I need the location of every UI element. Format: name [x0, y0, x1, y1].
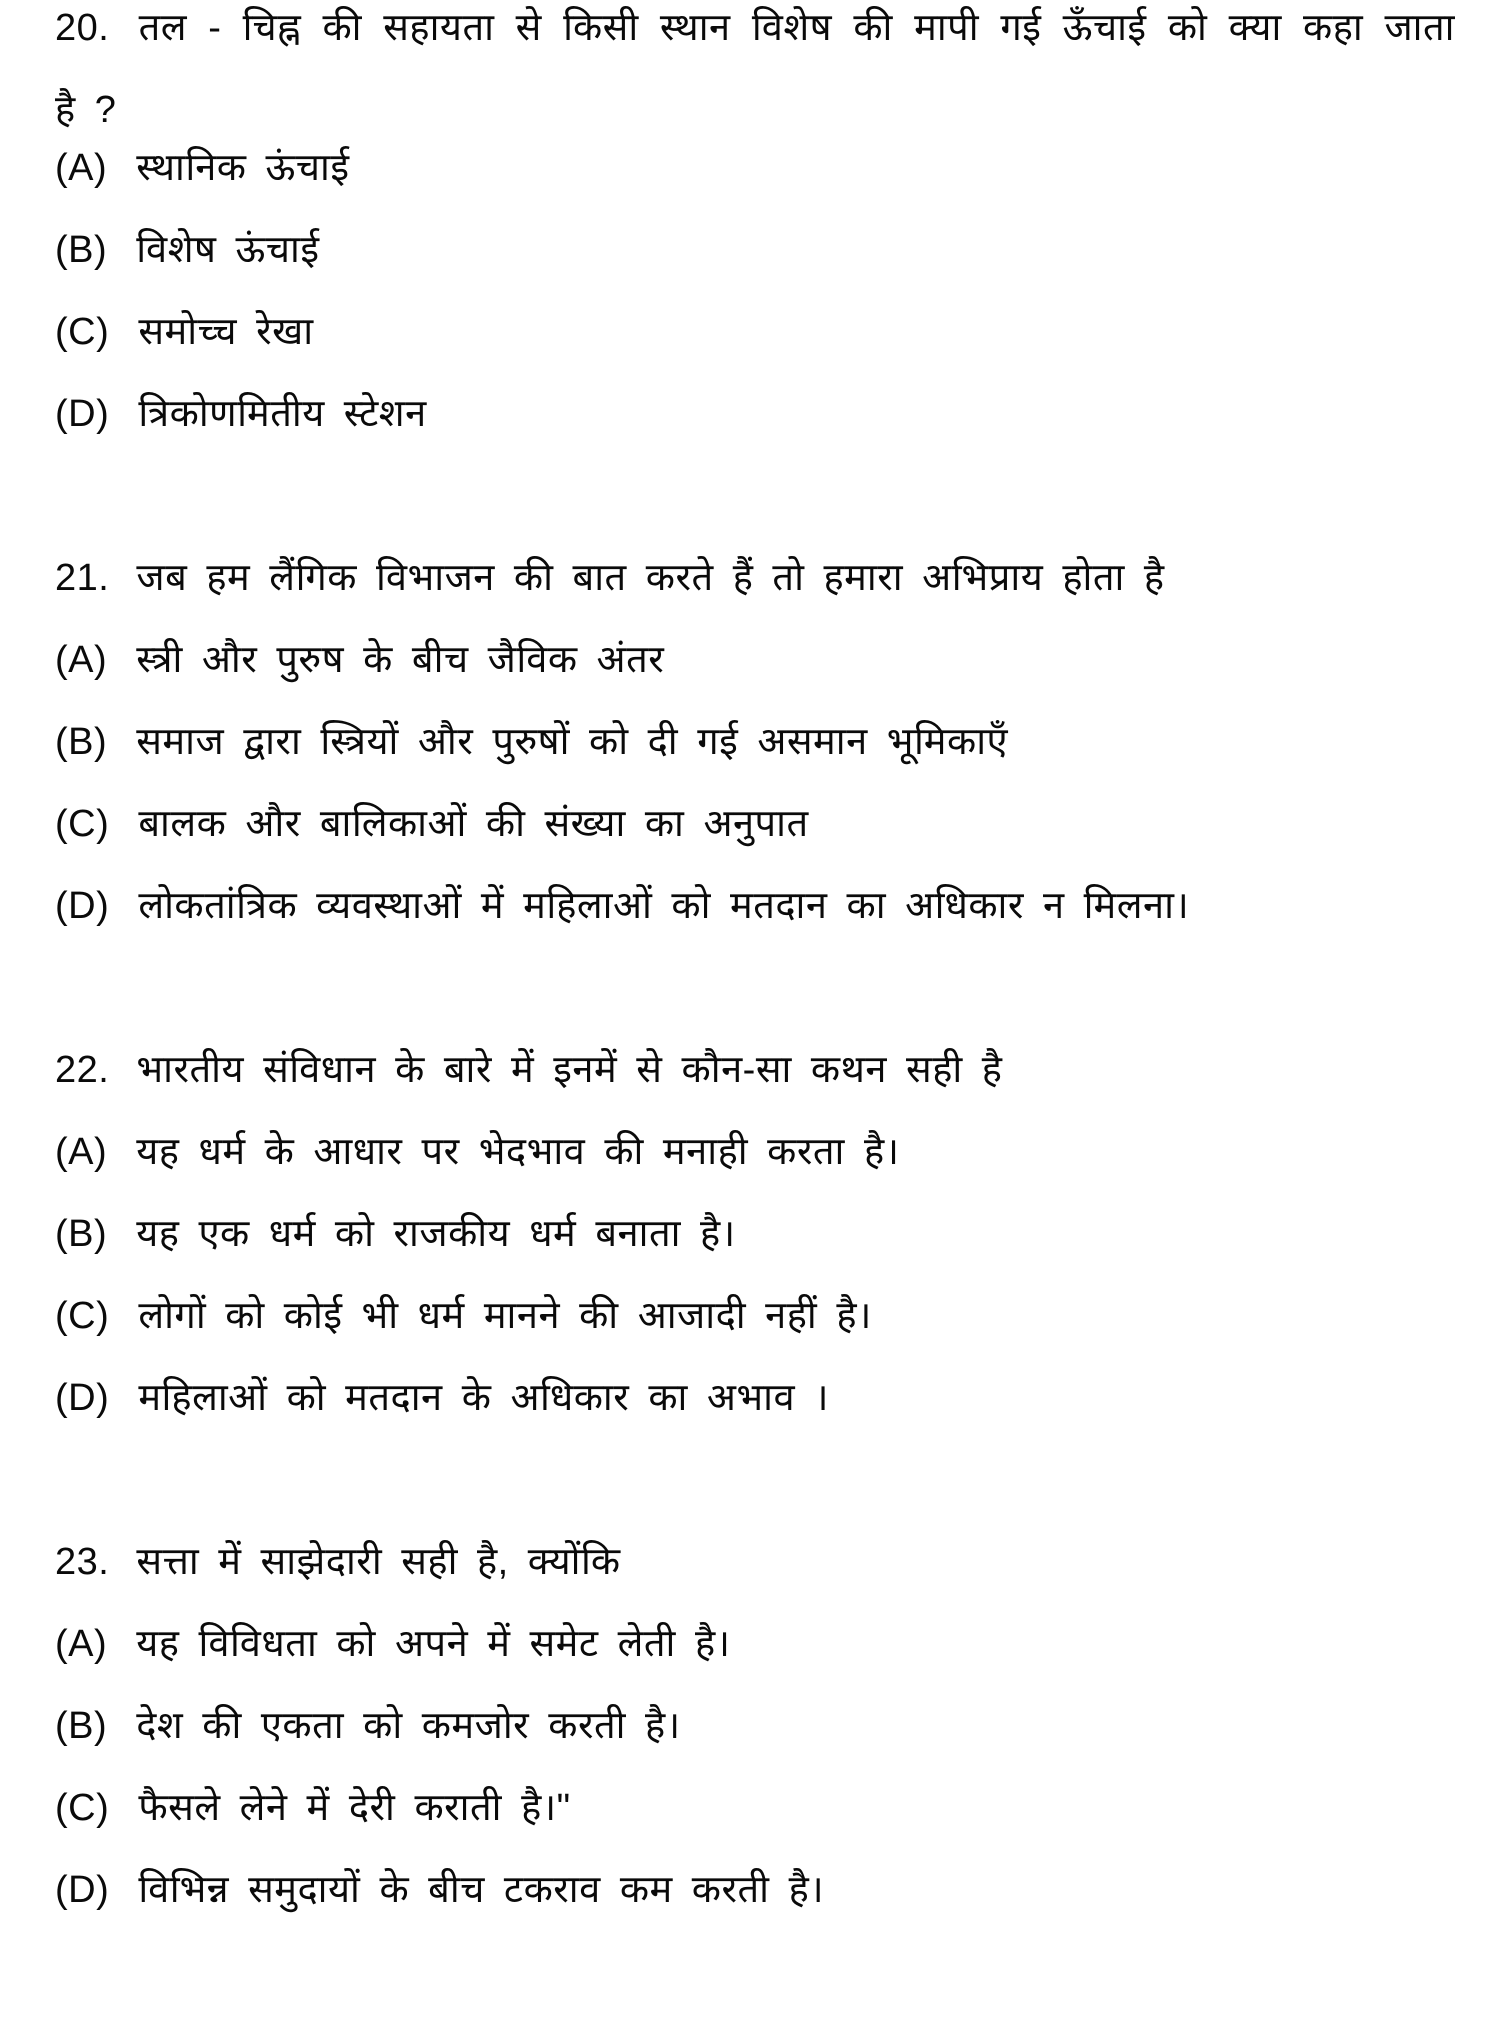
- question-20-stem: [55, 0, 1455, 151]
- option-label: (B): [55, 1705, 108, 1747]
- question-22-option-b[interactable]: [55, 1211, 1465, 1257]
- option-text: स्थानिक ऊंचाई: [136, 147, 350, 189]
- question-22-option-d[interactable]: [55, 1375, 1465, 1421]
- question-text: भारतीय संविधान के बारे में इनमें से कौन-सा कथन सही है: [136, 1049, 1003, 1091]
- option-text: समोच्च रेखा: [138, 311, 314, 353]
- question-number: 20.: [55, 7, 110, 49]
- option-label: (B): [55, 721, 108, 763]
- question-23-option-a[interactable]: [55, 1621, 1465, 1667]
- option-label: (D): [55, 393, 110, 435]
- option-label: (C): [55, 311, 110, 353]
- option-label: (C): [55, 1295, 110, 1337]
- option-text: महिलाओं को मतदान के अधिकार का अभाव ।: [138, 1377, 830, 1419]
- option-label: (C): [55, 803, 110, 845]
- option-text: समाज द्वारा स्त्रियों और पुरुषों को दी गई असमान भूमिकाएँ: [136, 721, 1009, 763]
- question-number: 23.: [55, 1541, 110, 1583]
- question-23-stem: [55, 1539, 1465, 1585]
- question-23-option-b[interactable]: [55, 1703, 1465, 1749]
- question-21-option-a[interactable]: [55, 637, 1465, 683]
- option-text: लोगों को कोई भी धर्म मानने की आजादी नहीं है।: [138, 1295, 872, 1337]
- question-23-option-c[interactable]: [55, 1785, 1465, 1831]
- question-21-option-c[interactable]: [55, 801, 1465, 847]
- question-21-option-b[interactable]: [55, 719, 1465, 765]
- question-20-option-c[interactable]: [55, 309, 1465, 355]
- option-text: यह धर्म के आधार पर भेदभाव की मनाही करता है।: [136, 1131, 900, 1173]
- option-label: (A): [55, 639, 108, 681]
- option-label: (B): [55, 229, 108, 271]
- option-text: बालक और बालिकाओं की संख्या का अनुपात: [138, 803, 809, 845]
- question-text: सत्ता में साझेदारी सही है, क्योंकि: [136, 1541, 621, 1583]
- option-label: (A): [55, 1131, 108, 1173]
- question-22-stem: [55, 1047, 1465, 1093]
- option-text: यह विविधता को अपने में समेट लेती है।: [136, 1623, 731, 1665]
- option-text: यह एक धर्म को राजकीय धर्म बनाता है।: [136, 1213, 736, 1255]
- option-text: स्त्री और पुरुष के बीच जैविक अंतर: [136, 639, 665, 681]
- option-text: फैसले लेने में देरी कराती है।": [138, 1787, 571, 1829]
- question-21-stem: [55, 555, 1465, 601]
- question-23-option-d[interactable]: [55, 1867, 1465, 1913]
- question-22-option-c[interactable]: [55, 1293, 1465, 1339]
- question-22-option-a[interactable]: [55, 1129, 1465, 1175]
- question-number: 21.: [55, 557, 110, 599]
- option-text: विभिन्न समुदायों के बीच टकराव कम करती है।: [138, 1869, 825, 1911]
- question-20-option-b[interactable]: [55, 227, 1465, 273]
- option-label: (A): [55, 147, 108, 189]
- question-number: 22.: [55, 1049, 110, 1091]
- option-label: (C): [55, 1787, 110, 1829]
- option-text: त्रिकोणमितीय स्टेशन: [138, 393, 427, 435]
- option-text: लोकतांत्रिक व्यवस्थाओं में महिलाओं को मतदान का अधिकार न मिलना।: [138, 885, 1190, 927]
- question-20-option-d[interactable]: [55, 391, 1465, 437]
- question-text: तल - चिह्न की सहायता से किसी स्थान विशेष की मापी गई ऊँचाई को क्या कहा जाता है ?: [55, 7, 1455, 131]
- option-text: विशेष ऊंचाई: [136, 229, 320, 271]
- question-text: जब हम लैंगिक विभाजन की बात करते हैं तो हमारा अभिप्राय होता है: [136, 557, 1165, 599]
- option-label: (B): [55, 1213, 108, 1255]
- option-label: (A): [55, 1623, 108, 1665]
- question-21-option-d[interactable]: [55, 883, 1465, 929]
- option-text: देश की एकता को कमजोर करती है।: [136, 1705, 681, 1747]
- option-label: (D): [55, 885, 110, 927]
- option-label: (D): [55, 1377, 110, 1419]
- question-20-option-a[interactable]: [55, 145, 1465, 191]
- option-label: (D): [55, 1869, 110, 1911]
